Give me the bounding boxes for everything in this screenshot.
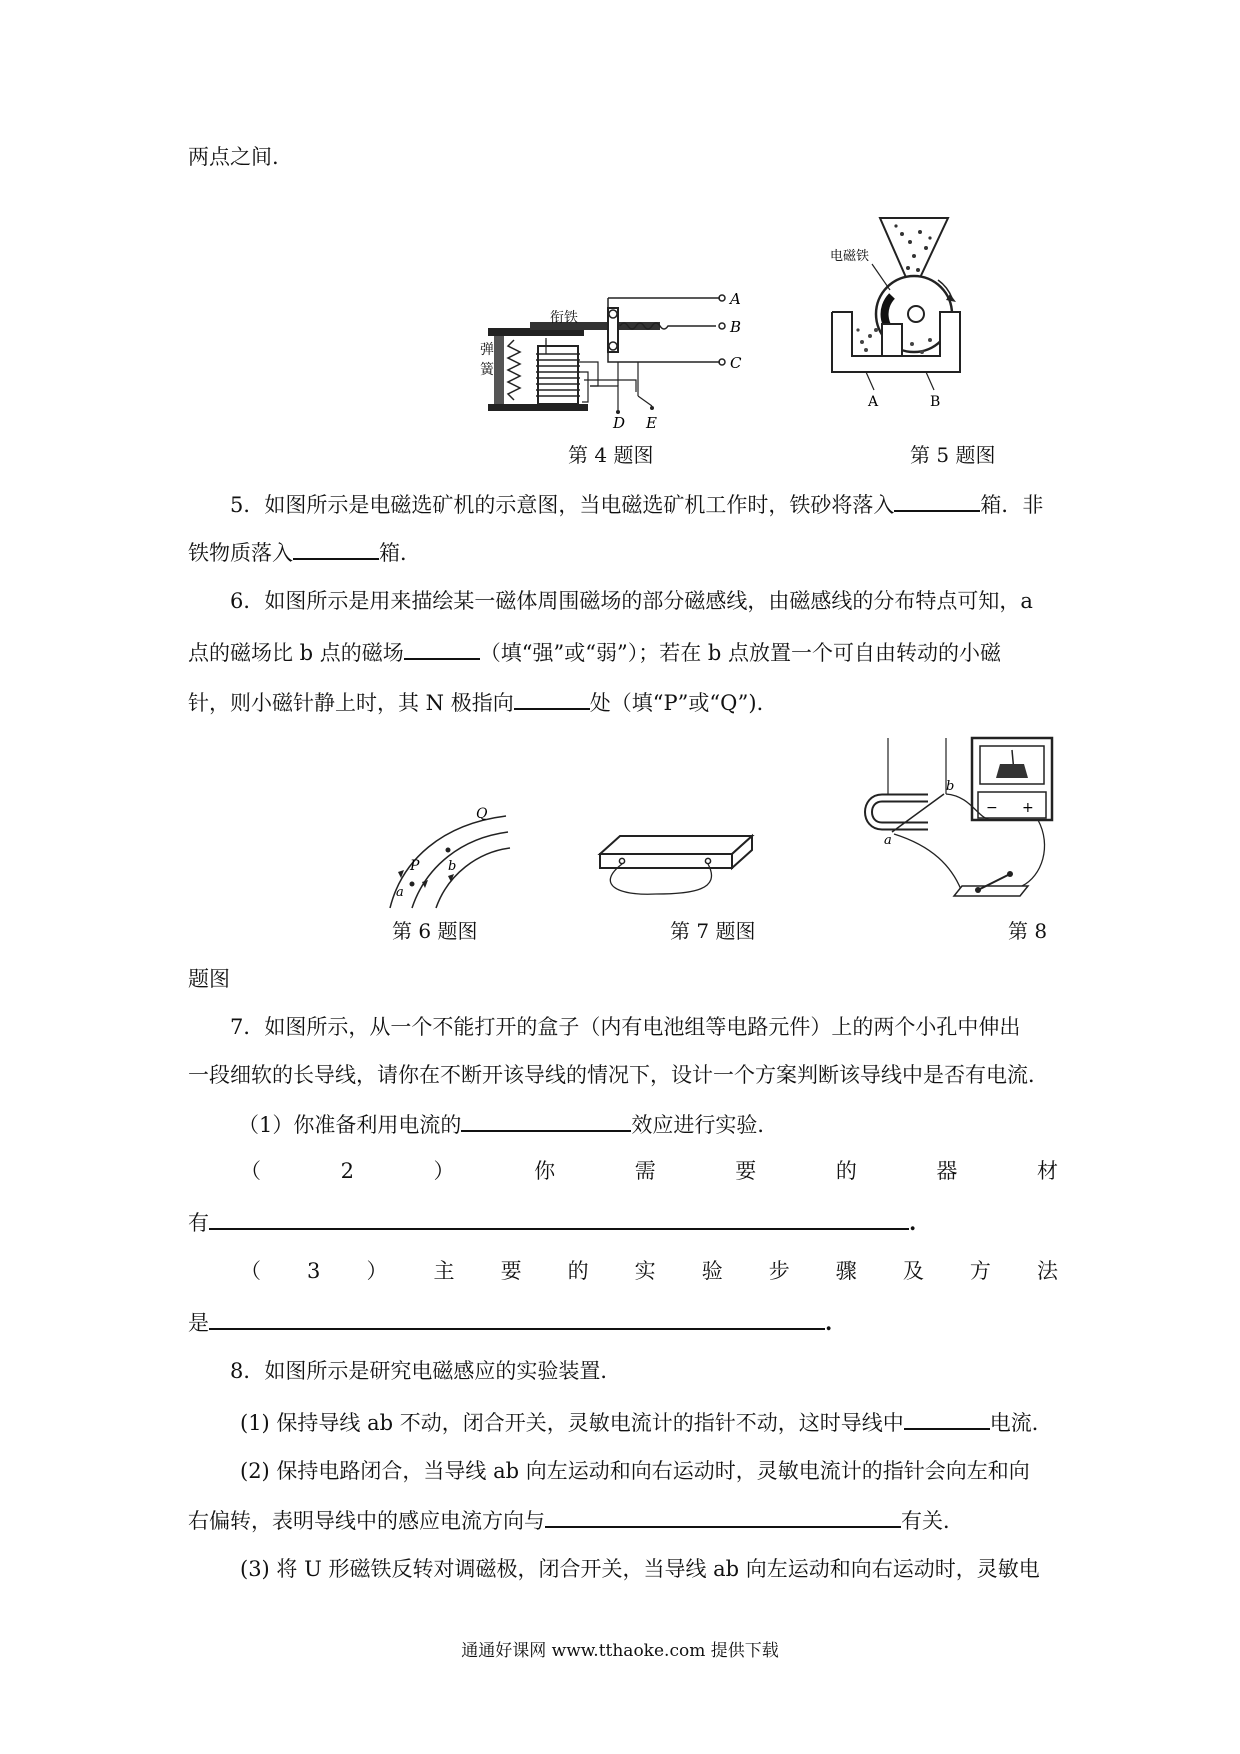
q7-p2-char: 你: [534, 1159, 556, 1183]
q7-part1-text-a: （1）你准备利用电流的: [238, 1113, 462, 1137]
q7-p3-line2-text: 是: [188, 1311, 209, 1335]
q6-line3-text-a: 针，则小磁针静上时，其 N 极指向: [188, 691, 514, 715]
q7-p3-char: 3: [307, 1259, 321, 1283]
q7-p3-char: 实: [634, 1259, 656, 1283]
figure-7-box-diagram: [596, 824, 756, 904]
q7-p3-char: 的: [567, 1259, 589, 1283]
q7-p3-char: ）: [366, 1259, 388, 1283]
q6-line2: [188, 636, 1001, 668]
q5-blank-non-iron-box[interactable]: [293, 536, 379, 560]
q5-blank-iron-sand-box[interactable]: [894, 488, 980, 512]
q7-p3-char: 步: [768, 1259, 790, 1283]
figure-8-induction-apparatus-diagram: [842, 736, 1062, 916]
fig4-label-E: E: [646, 414, 657, 432]
fig4-label-armature: 衔铁: [550, 310, 578, 326]
q7-p3-char: 验: [701, 1259, 723, 1283]
q7-part1-text-b: 效应进行实验．: [631, 1113, 779, 1137]
q6-blank-strong-weak[interactable]: [404, 636, 480, 660]
q7-part2-line1: [240, 1156, 1058, 1186]
q7-p3-char: 要: [500, 1259, 522, 1283]
q6-blank-p-or-q[interactable]: [514, 686, 590, 710]
q7-p2-char: 材: [1037, 1159, 1058, 1183]
q8-blank-current-direction[interactable]: [545, 1504, 901, 1528]
fig4-label-A: A: [730, 290, 741, 308]
fig6-label-P: P: [410, 858, 420, 874]
figure-8-caption-part2: 题图: [188, 967, 230, 991]
q7-part3-line2: 是 .: [188, 1306, 832, 1338]
fig8-label-a: a: [884, 833, 892, 848]
page-footer: 通通好课网 www.tthaoke.com 提供下载: [461, 1641, 779, 1661]
q7-blank-materials[interactable]: [209, 1206, 909, 1230]
fig6-label-Q: Q: [476, 806, 488, 822]
q7-blank-current-effect[interactable]: [461, 1108, 631, 1132]
q5-line1-text-b: 箱．非: [980, 493, 1044, 517]
q7-p2-char: 需: [634, 1159, 656, 1183]
q8-part2-line1: (2) 保持电路闭合，当导线 ab 向左运动和向右运动时，灵敏电流计的指针会向左和向: [240, 1459, 1030, 1483]
svg-text:−: −: [986, 800, 998, 816]
figure-4-caption: 第 4 题图: [568, 443, 654, 467]
q7-p2-char: 要: [735, 1159, 757, 1183]
q6-line2-text-a: 点的磁场比 b 点的磁场: [188, 641, 404, 665]
q7-line2: 一段细软的长导线，请你在不断开该导线的情况下，设计一个方案判断该导线中是否有电流．: [188, 1063, 1049, 1087]
fig6-label-b: b: [448, 859, 457, 874]
fig4-label-C: C: [730, 354, 742, 372]
q7-p3-char: 方: [969, 1259, 991, 1283]
q7-part3-line1: [240, 1256, 1058, 1286]
q8-part3-line1: (3) 将 U 形磁铁反转对调磁极，闭合开关，当导线 ab 向左运动和向右运动时，灵敏电: [240, 1557, 1040, 1581]
q7-line1: 7．如图所示，从一个不能打开的盒子（内有电池组等电路元件）上的两个小孔中伸出: [230, 1015, 1021, 1039]
fig5-label-A: A: [868, 394, 879, 410]
figure-5-caption: 第 5 题图: [910, 443, 996, 467]
q6-line1: 6．如图所示是用来描绘某一磁体周围磁场的部分磁感线，由磁感线的分布特点可知，a: [230, 589, 1033, 613]
q7-p3-char: （: [240, 1259, 261, 1283]
q7-p3-char: 骤: [835, 1259, 857, 1283]
q8-part1: [240, 1406, 1053, 1438]
q6-line3-text-b: 处（填“P”或“Q”)．: [589, 691, 778, 715]
q5-line1-text-a: 5．如图所示是电磁选矿机的示意图，当电磁选矿机工作时，铁砂将落入: [230, 493, 895, 517]
q7-part2-line2: 有 .: [188, 1206, 916, 1238]
fig6-label-a: a: [396, 885, 404, 900]
q7-p2-char: 的: [835, 1159, 857, 1183]
q7-p3-char: 法: [1036, 1259, 1058, 1283]
q7-part1: [238, 1108, 778, 1140]
q5-line2-text-a: 铁物质落入: [188, 541, 293, 565]
q8-line1: 8．如图所示是研究电磁感应的实验装置．: [230, 1359, 622, 1383]
q8-part2-text-a: 右偏转，表明导线中的感应电流方向与: [188, 1509, 545, 1533]
q7-p2-char: ）: [433, 1159, 455, 1183]
figure-5-ore-separator-diagram: [830, 212, 970, 432]
fig8-label-b: b: [946, 779, 955, 794]
q7-blank-steps-method[interactable]: [209, 1306, 825, 1330]
q8-part1-text-b: 电流．: [989, 1411, 1053, 1435]
fig4-label-spring-1: 弹: [480, 342, 494, 358]
q7-p2-line2-text: 有: [188, 1211, 209, 1235]
q6-line2-text-b: （填“强”或“弱”）；若在 b 点放置一个可自由转动的小磁: [479, 641, 1002, 665]
figure-6-field-lines-diagram: [382, 800, 512, 910]
q8-part2-line2: [188, 1504, 964, 1536]
figure-4-relay-diagram: [480, 262, 770, 434]
q8-part2-text-b: 有关．: [901, 1509, 964, 1533]
continuation-text: 两点之间.: [188, 145, 279, 169]
q5-line2: [188, 536, 421, 568]
figure-6-caption: 第 6 题图: [392, 919, 478, 943]
q7-p2-char: 2: [340, 1159, 354, 1183]
q7-p3-char: 及: [902, 1259, 924, 1283]
q7-p3-char: 主: [433, 1259, 455, 1283]
q7-p2-char: 器: [936, 1159, 958, 1183]
q6-line3: [188, 686, 778, 718]
fig4-label-B: B: [730, 318, 742, 336]
q5-line1: [230, 488, 1043, 520]
fig5-label-electromagnet: 电磁铁: [830, 249, 870, 264]
fig4-label-spring-2: 簧: [480, 362, 494, 378]
fig5-label-B: B: [930, 394, 941, 410]
q8-part1-text-a: (1) 保持导线 ab 不动，闭合开关，灵敏电流计的指针不动，这时导线中: [240, 1411, 904, 1435]
q8-blank-current-presence[interactable]: [904, 1406, 990, 1430]
q7-p2-char: （: [240, 1159, 261, 1183]
figure-8-caption-part1: 第 8: [1008, 919, 1048, 943]
svg-text:+: +: [1022, 800, 1034, 816]
figure-7-caption: 第 7 题图: [670, 919, 756, 943]
fig4-label-D: D: [613, 414, 626, 432]
q5-line2-text-b: 箱．: [379, 541, 421, 565]
